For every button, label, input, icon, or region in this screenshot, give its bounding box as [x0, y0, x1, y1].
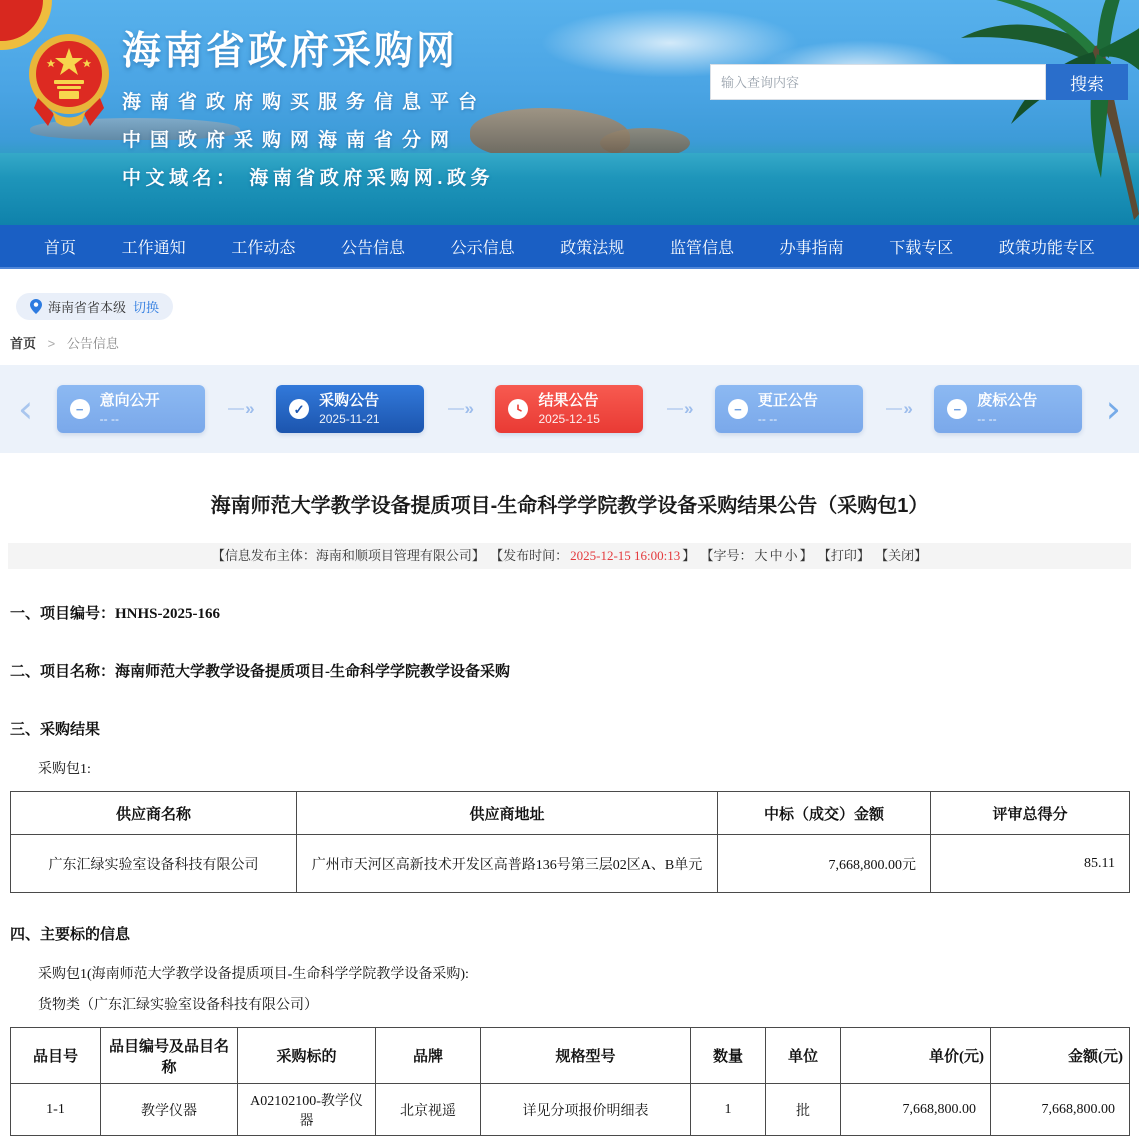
- flow-step-date: -- --: [977, 411, 997, 426]
- section-project-name: 二、项目名称：海南师范大学教学设备提质项目-生命科学学院教学设备采购: [10, 664, 510, 680]
- palm-tree-decoration: [849, 0, 1139, 220]
- items-cell-unit: 批: [766, 1084, 841, 1136]
- flow-step-date: 2025-11-21: [319, 411, 380, 426]
- site-banner: [0, 0, 1139, 225]
- flow-next-chevron-icon[interactable]: ›: [1105, 387, 1121, 431]
- location-row: [16, 293, 1139, 320]
- meta-fontsize-prefix: 【字号：: [700, 548, 753, 563]
- flow-step-label: 废标公告: [977, 392, 1038, 410]
- search-box: [710, 64, 1128, 100]
- items-header-catalog-code-name: 品目编号及品目名称: [101, 1028, 238, 1084]
- flow-step-label: 意向公开: [99, 392, 160, 410]
- breadcrumb-current: 公告信息: [66, 336, 119, 351]
- banner-text: [122, 20, 494, 190]
- flow-step-label: 更正公告: [757, 392, 818, 410]
- flow-arrow-icon: »: [667, 399, 691, 419]
- items-header-unit-price: 单价(元): [841, 1028, 991, 1084]
- section-project-number: 一、项目编号：HNHS-2025-166: [10, 606, 221, 622]
- result-cell-award-amount: 7,668,800.00元: [718, 835, 931, 893]
- clock-icon: [508, 399, 528, 419]
- result-table-row: [11, 835, 1130, 893]
- print-button[interactable]: 【打印】: [817, 548, 870, 563]
- minus-icon: −: [953, 401, 962, 417]
- site-subtitle-2: 中国政府采购网海南省分网: [122, 130, 459, 151]
- nav-item-publicity-info[interactable]: 公示信息: [450, 239, 515, 257]
- items-cell-brand: 北京视遥: [376, 1084, 481, 1136]
- nav-item-work-notice[interactable]: 工作通知: [121, 239, 186, 257]
- check-icon: ✓: [293, 401, 305, 417]
- nav-item-download-zone[interactable]: 下载专区: [889, 239, 954, 257]
- items-header-amount: 金额(元): [991, 1028, 1130, 1084]
- nav-item-policy-function-zone[interactable]: 政策功能专区: [998, 239, 1095, 257]
- items-cell-quantity: 1: [691, 1084, 766, 1136]
- flow-step-correction-announcement[interactable]: [715, 385, 863, 433]
- flow-arrow-icon: »: [228, 399, 252, 419]
- meta-time-prefix: 【发布时间：: [490, 548, 569, 563]
- flow-step-intention-disclosure[interactable]: [57, 385, 205, 433]
- main-nav: [0, 225, 1139, 269]
- result-header-award-amount: 中标（成交）金额: [718, 792, 931, 835]
- items-header-procurement-subject: 采购标的: [238, 1028, 376, 1084]
- goods-category-label: 货物类（广东汇绿实验室设备科技有限公司）: [38, 998, 318, 1013]
- items-table: [10, 1027, 1130, 1136]
- section-main-subject-info: 四、主要标的信息: [10, 927, 131, 943]
- region-label: 海南省省本级: [48, 300, 127, 315]
- package-1-label: 采购包1:: [38, 762, 91, 777]
- breadcrumb-separator: >: [47, 336, 56, 351]
- flow-arrow-icon: »: [886, 399, 910, 419]
- nav-item-home[interactable]: 首页: [44, 239, 77, 257]
- items-cell-spec-model: 详见分项报价明细表: [481, 1084, 691, 1136]
- package-1-detail: 采购包1(海南师范大学教学设备提质项目-生命科学学院教学设备采购):: [38, 967, 469, 982]
- region-switch-link[interactable]: 切换: [133, 300, 160, 315]
- breadcrumb-home[interactable]: 首页: [10, 336, 37, 351]
- items-header-quantity: 数量: [691, 1028, 766, 1084]
- nav-item-policy-regulations[interactable]: 政策法规: [560, 239, 625, 257]
- section-procurement-result: 三、采购结果: [10, 722, 101, 738]
- site-subtitle-1: 海南省政府购买服务信息平台: [122, 92, 487, 113]
- flow-prev-chevron-icon[interactable]: ‹: [18, 387, 34, 431]
- article-content: [0, 602, 1139, 1136]
- font-size-medium-button[interactable]: 中: [769, 548, 783, 563]
- location-pin-icon: [30, 299, 42, 314]
- items-cell-unit-price: 7,668,800.00: [841, 1084, 991, 1136]
- flow-step-result-announcement[interactable]: [495, 385, 643, 433]
- flow-step-label: 结果公告: [538, 392, 599, 410]
- site-subtitle-3: 中文域名： 海南省政府采购网.政务: [122, 168, 495, 189]
- font-size-small-button[interactable]: 小: [784, 548, 798, 563]
- meta-publisher: 【信息发布主体：海南和顺项目管理有限公司】: [211, 548, 485, 563]
- result-header-review-score: 评审总得分: [931, 792, 1130, 835]
- font-size-large-button[interactable]: 大: [754, 548, 768, 563]
- search-input[interactable]: [710, 64, 1046, 100]
- process-flow: [0, 365, 1139, 453]
- items-header-unit: 单位: [766, 1028, 841, 1084]
- article-meta-bar: [8, 543, 1131, 569]
- items-cell-item-no: 1-1: [11, 1084, 101, 1136]
- items-header-item-no: 品目号: [11, 1028, 101, 1084]
- result-cell-review-score: 85.11: [931, 835, 1130, 893]
- flow-arrow-icon: »: [448, 399, 472, 419]
- site-title: 海南省政府采购网: [122, 30, 459, 73]
- flow-step-failed-bid-announcement[interactable]: [934, 385, 1082, 433]
- meta-publish-time: 2025-12-15 16:00:13: [570, 548, 681, 563]
- flow-step-date: 2025-12-15: [538, 411, 600, 426]
- breadcrumb: [10, 333, 1139, 352]
- national-emblem-logo: [28, 22, 110, 148]
- result-header-supplier-name: 供应商名称: [11, 792, 297, 835]
- minus-icon: −: [734, 401, 742, 417]
- items-table-header-row: [11, 1028, 1130, 1084]
- items-header-spec-model: 规格型号: [481, 1028, 691, 1084]
- region-selector[interactable]: [16, 293, 173, 320]
- flow-step-label: 采购公告: [319, 392, 380, 410]
- result-cell-supplier-name: 广东汇绿实验室设备科技有限公司: [11, 835, 297, 893]
- minus-icon: −: [75, 401, 84, 417]
- items-table-row: [11, 1084, 1130, 1136]
- items-cell-amount: 7,668,800.00: [991, 1084, 1130, 1136]
- result-header-supplier-address: 供应商地址: [297, 792, 718, 835]
- items-header-brand: 品牌: [376, 1028, 481, 1084]
- meta-fontsize-suffix: 】: [799, 548, 813, 563]
- nav-item-work-updates[interactable]: 工作动态: [231, 239, 296, 257]
- result-cell-supplier-address: 广州市天河区高新技术开发区高普路136号第三层02区A、B单元: [297, 835, 718, 893]
- article-title: 海南师范大学教学设备提质项目-生命科学学院教学设备采购结果公告（采购包1）: [210, 495, 929, 517]
- items-cell-procurement-subject: A02102100-教学仪器: [238, 1084, 376, 1136]
- search-button[interactable]: 搜索: [1046, 64, 1128, 100]
- result-table: [10, 791, 1130, 893]
- flow-step-date: -- --: [99, 411, 119, 426]
- items-cell-catalog-code-name: 教学仪器: [101, 1084, 238, 1136]
- nav-item-service-guide[interactable]: 办事指南: [779, 239, 844, 257]
- flow-step-date: -- --: [757, 411, 778, 426]
- meta-time-suffix: 】: [682, 548, 696, 563]
- nav-item-announcement-info[interactable]: 公告信息: [340, 239, 405, 257]
- nav-item-supervision-info[interactable]: 监管信息: [669, 239, 734, 257]
- flow-step-procurement-announcement[interactable]: [276, 385, 424, 433]
- result-table-header-row: [11, 792, 1130, 835]
- close-button[interactable]: 【关闭】: [875, 548, 928, 563]
